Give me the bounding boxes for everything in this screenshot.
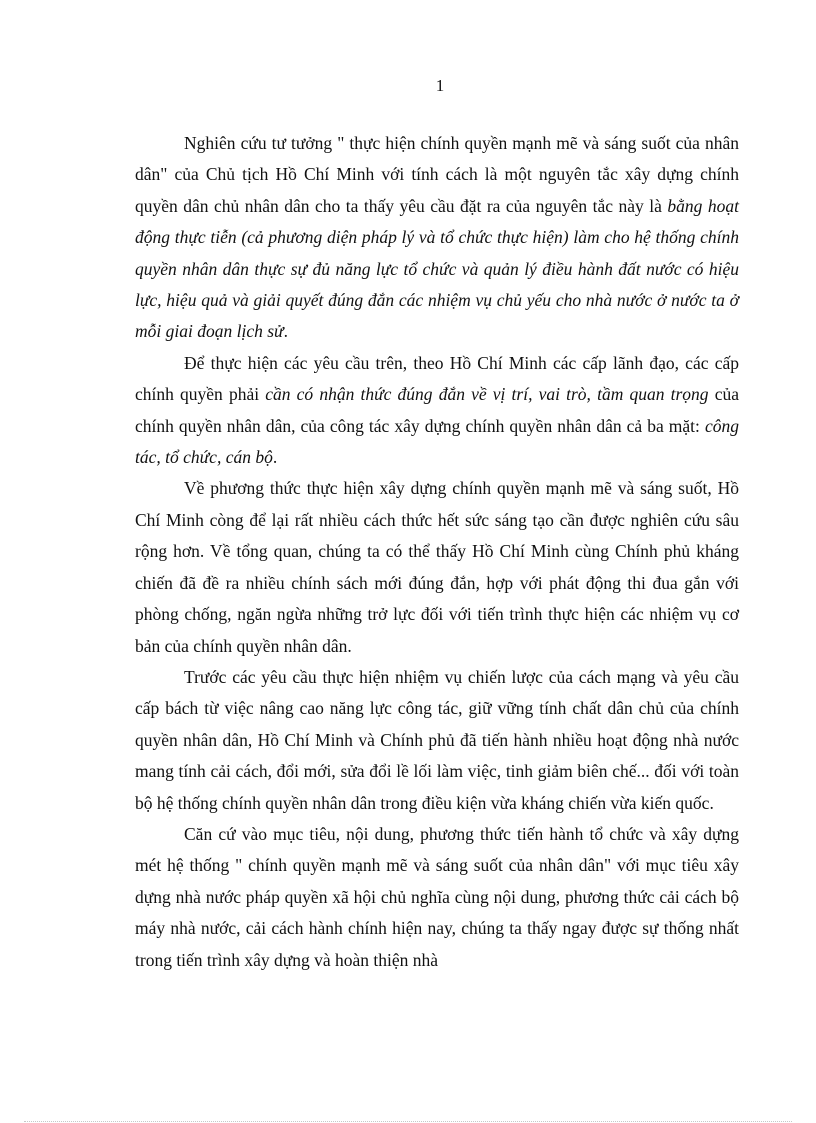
paragraph-2-text: Để thực hiện các yêu cầu trên, theo Hồ Chí Minh các cấp lãnh đạo, các cấp chính quyền phải bbox=[135, 352, 739, 405]
page-bottom-divider bbox=[24, 1121, 792, 1122]
paragraph-1 bbox=[135, 128, 739, 348]
paragraph-5: Căn cứ vào mục tiêu, nội dung, phương thức tiến hành tổ chức và xây dựng mét hệ thống " chính quyền mạnh mẽ và sáng suốt của nhân dân" với mục tiêu xây dựng nhà nước pháp quyền xã hội chủ nghĩa cùng nội dung, phương thức cải cách bộ máy nhà nước, cải cách hành chính hiện nay, chúng ta thấy ngay được sự thống nhất trong tiến trình xây dựng và hoàn thiện nhà bbox=[135, 823, 739, 970]
page-number: 1 bbox=[435, 76, 445, 95]
paragraph-2-end: . bbox=[272, 447, 278, 468]
paragraph-2-text-continued: của chính quyền nhân dân, của công tác xây dựng chính quyền nhân dân cả ba mặt: bbox=[135, 384, 739, 436]
paragraph-1-italic-text: bằng hoạt động thực tiễn (cả phương diện pháp lý và tổ chức thực hiện) làm cho hệ thống chính quyền nhân dân thực sự đủ năng lực tổ chức và quản lý điều hành đất nước có hiệu lực, hiệu quả và giải quyết đúng đắn các nhiệm vụ chủ yếu cho nhà nước ở nước ta ở mỗi giai đoạn lịch sử bbox=[135, 195, 739, 342]
paragraph-2-italic-list: công tác, tổ chức, cán bộ bbox=[135, 415, 739, 468]
paragraph-2 bbox=[135, 348, 739, 474]
paragraph-1-end: . bbox=[283, 321, 288, 342]
paragraph-1-text: Nghiên cứu tư tưởng " thực hiện chính quyền mạnh mẽ và sáng suốt của nhân dân" của Chủ tịch Hồ Chí Minh với tính cách là một nguyên tắc xây dựng chính quyền dân chủ nhân dân cho ta thấy yêu cầu đặt ra của nguyên tắc này là bbox=[135, 133, 739, 216]
document-body bbox=[135, 128, 739, 976]
paragraph-4: Trước các yêu cầu thực hiện nhiệm vụ chiến lược của cách mạng và yêu cầu cấp bách từ việc nâng cao năng lực công tác, giữ vững tính chất dân chủ của chính quyền nhân dân, Hồ Chí Minh và Chính phủ đã tiến hành nhiều hoạt động nhà nước mang tính cải cách, đổi mới, sửa đổi lề lối làm việc, tinh giảm biên chế... đối với toàn bộ hệ thống chính quyền nhân dân trong điều kiện vừa kháng chiến vừa kiến quốc. bbox=[135, 666, 739, 813]
paragraph-2-italic-text: cần có nhận thức đúng đắn về vị trí, vai trò, tầm quan trọng bbox=[265, 384, 709, 405]
paragraph-3: Về phương thức thực hiện xây dựng chính quyền mạnh mẽ và sáng suốt, Hồ Chí Minh còng để lại rất nhiều cách thức hết sức sáng tạo cần được nghiên cứu sâu rộng hơn. Về tổng quan, chúng ta có thể thấy Hồ Chí Minh cùng Chính phủ kháng chiến đã đề ra nhiều chính sách mới đúng đắn, hợp với phát động thi đua gắn với phòng chống, ngăn ngừa những trở lực đối với tiến trình thực hiện các nhiệm vụ cơ bản của chính quyền nhân dân. bbox=[135, 478, 739, 656]
